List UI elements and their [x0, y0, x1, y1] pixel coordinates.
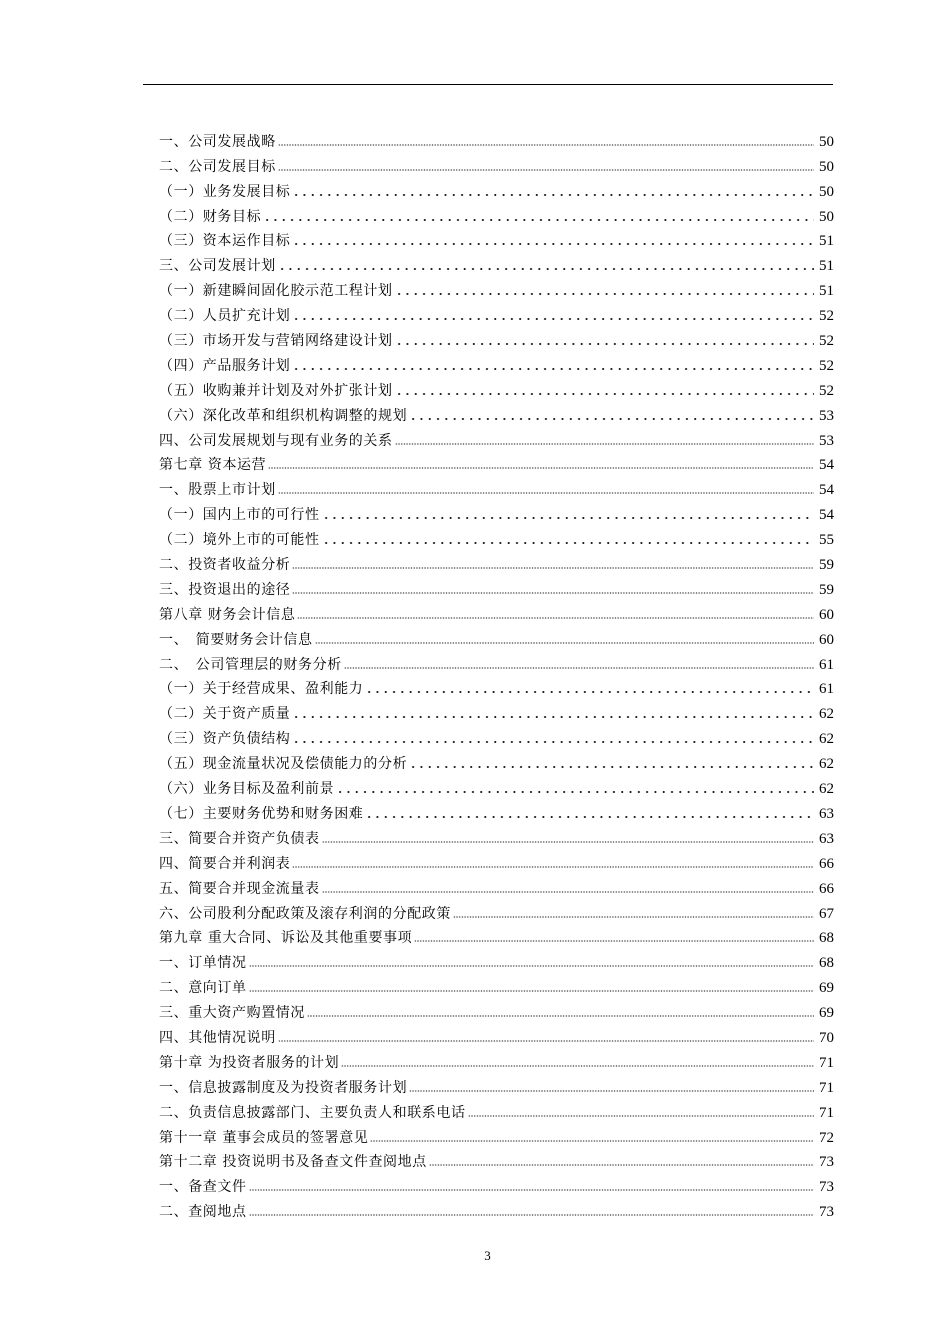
toc-entry[interactable]	[159, 649, 834, 674]
toc-entry-title: （七）主要财务优势和财务困难	[159, 805, 364, 822]
toc-entry[interactable]	[159, 873, 834, 898]
toc-entry-page: 51	[819, 233, 834, 250]
toc-entry-page: 55	[819, 532, 834, 549]
header-rule	[143, 84, 833, 85]
toc-dot-leader	[292, 864, 814, 869]
toc-entry-page: 50	[819, 133, 834, 150]
toc-entry[interactable]	[159, 898, 834, 923]
toc-dot-leader	[268, 465, 814, 470]
toc-entry-page: 63	[819, 805, 834, 822]
toc-entry-page: 51	[819, 258, 834, 275]
toc-dot-leader	[414, 938, 814, 943]
toc-entry-title: 四、简要合并利润表	[159, 855, 291, 872]
toc-entry[interactable]	[159, 972, 834, 997]
toc-entry-title: 第八章 财务会计信息	[159, 606, 296, 623]
toc-entry-title: 一、 简要财务会计信息	[159, 631, 313, 648]
toc-entry-title: 二、意向订单	[159, 980, 247, 997]
toc-entry-page: 73	[819, 1154, 834, 1171]
toc-dot-leader	[468, 1113, 814, 1118]
toc-entry-title: （四）产品服务计划	[159, 357, 291, 374]
toc-entry-title: 第七章 资本运营	[159, 457, 267, 474]
toc-entry[interactable]	[159, 823, 834, 848]
toc-entry-title: （六）业务目标及盈利前景	[159, 781, 335, 798]
toc-entry-title: 三、公司发展计划	[159, 258, 276, 275]
toc-entry-page: 60	[819, 631, 834, 648]
toc-dot-leader	[249, 1212, 814, 1217]
toc-entry-page: 59	[819, 581, 834, 598]
toc-entry[interactable]	[159, 250, 834, 275]
toc-entry-page: 53	[819, 432, 834, 449]
toc-entry-page: 50	[819, 183, 834, 200]
toc-entry-title: （二）财务目标	[159, 208, 262, 225]
toc-dot-leader	[336, 789, 814, 794]
toc-entry-page: 52	[819, 333, 834, 350]
toc-entry-title: 一、备查文件	[159, 1179, 247, 1196]
toc-dot-leader	[292, 714, 814, 719]
toc-entry-page: 73	[819, 1204, 834, 1221]
toc-entry-page: 61	[819, 681, 834, 698]
toc-dot-leader	[278, 142, 814, 147]
toc-entry[interactable]	[159, 698, 834, 723]
toc-entry-title: （一）业务发展目标	[159, 183, 291, 200]
toc-entry[interactable]	[159, 350, 834, 375]
toc-entry-title: 四、公司发展规划与现有业务的关系	[159, 432, 393, 449]
toc-entry[interactable]	[159, 151, 834, 176]
toc-entry-title: 三、简要合并资产负债表	[159, 830, 320, 847]
toc-dot-leader	[292, 316, 814, 321]
toc-entry[interactable]	[159, 325, 834, 350]
toc-entry-page: 60	[819, 606, 834, 623]
toc-entry-title: 三、重大资产购置情况	[159, 1005, 305, 1022]
toc-entry-page: 62	[819, 781, 834, 798]
toc-entry-title: 一、公司发展战略	[159, 133, 276, 150]
toc-entry[interactable]	[159, 474, 834, 499]
toc-dot-leader	[322, 515, 814, 520]
toc-entry-page: 54	[819, 457, 834, 474]
toc-dot-leader	[292, 565, 814, 570]
toc-dot-leader	[278, 1038, 814, 1043]
toc-entry[interactable]	[159, 1122, 834, 1147]
toc-dot-leader	[307, 1013, 814, 1018]
toc-entry-page: 68	[819, 955, 834, 972]
toc-entry[interactable]	[159, 1047, 834, 1072]
toc-entry-title: （三）资产负债结构	[159, 731, 291, 748]
toc-entry-page: 50	[819, 208, 834, 225]
toc-dot-leader	[315, 640, 814, 645]
toc-entry-title: 第十章 为投资者服务的计划	[159, 1054, 340, 1071]
toc-dot-leader	[249, 1187, 814, 1192]
toc-entry[interactable]	[159, 549, 834, 574]
toc-entry-title: （三）资本运作目标	[159, 233, 291, 250]
toc-dot-leader	[429, 1162, 814, 1167]
toc-entry-title: （二）关于资产质量	[159, 706, 291, 723]
toc-entry-page: 51	[819, 283, 834, 300]
toc-dot-leader	[453, 914, 814, 919]
toc-dot-leader	[395, 341, 814, 346]
toc-dot-leader	[292, 366, 814, 371]
toc-dot-leader	[365, 689, 814, 694]
toc-entry-page: 66	[819, 855, 834, 872]
toc-dot-leader	[322, 540, 814, 545]
toc-entry-title: 二、公司发展目标	[159, 158, 276, 175]
toc-entry[interactable]	[159, 1196, 834, 1221]
toc-dot-leader	[370, 1138, 814, 1143]
toc-dot-leader	[409, 1088, 814, 1093]
toc-entry[interactable]	[159, 574, 834, 599]
toc-entry-title: 二、投资者收益分析	[159, 557, 291, 574]
toc-entry-title: 第十一章 董事会成员的签署意见	[159, 1129, 369, 1146]
toc-entry-page: 54	[819, 507, 834, 524]
toc-entry[interactable]	[159, 798, 834, 823]
toc-dot-leader	[249, 963, 814, 968]
toc-entry-page: 53	[819, 407, 834, 424]
toc-entry-page: 71	[819, 1104, 834, 1121]
toc-entry[interactable]	[159, 624, 834, 649]
toc-entry-title: 第九章 重大合同、诉讼及其他重要事项	[159, 930, 413, 947]
toc-dot-leader	[278, 490, 814, 495]
toc-entry[interactable]	[159, 375, 834, 400]
toc-entry[interactable]	[159, 425, 834, 450]
toc-entry-page: 69	[819, 980, 834, 997]
toc-entry[interactable]	[159, 723, 834, 748]
toc-entry[interactable]	[159, 923, 834, 948]
toc-entry[interactable]	[159, 947, 834, 972]
toc-entry[interactable]	[159, 599, 834, 624]
toc-dot-leader	[263, 217, 814, 222]
toc-entry-title: 六、公司股利分配政策及滚存利润的分配政策	[159, 905, 451, 922]
toc-entry[interactable]	[159, 400, 834, 425]
toc-entry-title: 第十二章 投资说明书及备查文件查阅地点	[159, 1154, 427, 1171]
toc-entry[interactable]	[159, 176, 834, 201]
toc-dot-leader	[344, 665, 814, 670]
toc-entry-page: 73	[819, 1179, 834, 1196]
toc-entry-page: 71	[819, 1054, 834, 1071]
toc-entry-page: 62	[819, 731, 834, 748]
toc-entry-title: （一）国内上市的可行性	[159, 507, 320, 524]
toc-entry[interactable]	[159, 1097, 834, 1122]
toc-dot-leader	[409, 764, 814, 769]
toc-dot-leader	[409, 416, 814, 421]
toc-dot-leader	[297, 615, 814, 620]
toc-entry[interactable]	[159, 275, 834, 300]
toc-entry-title: （五）现金流量状况及偿债能力的分析	[159, 756, 408, 773]
toc-entry-page: 70	[819, 1029, 834, 1046]
toc-dot-leader	[365, 814, 814, 819]
toc-dot-leader	[395, 441, 814, 446]
toc-dot-leader	[341, 1063, 814, 1068]
toc-entry[interactable]	[159, 1147, 834, 1172]
toc-dot-leader	[292, 241, 814, 246]
toc-entry-page: 68	[819, 930, 834, 947]
toc-entry[interactable]	[159, 201, 834, 226]
toc-entry[interactable]	[159, 997, 834, 1022]
toc-entry-title: （二）人员扩充计划	[159, 308, 291, 325]
toc-entry[interactable]	[159, 126, 834, 151]
toc-entry-page: 59	[819, 557, 834, 574]
toc-dot-leader	[322, 889, 814, 894]
toc-entry[interactable]	[159, 524, 834, 549]
toc-entry[interactable]	[159, 1072, 834, 1097]
toc-entry[interactable]	[159, 773, 834, 798]
toc-entry[interactable]	[159, 300, 834, 325]
toc-entry[interactable]	[159, 1022, 834, 1047]
toc-entry-title: 五、简要合并现金流量表	[159, 880, 320, 897]
toc-entry-title: （二）境外上市的可能性	[159, 532, 320, 549]
toc-dot-leader	[322, 839, 814, 844]
toc-entry-title: （一）关于经营成果、盈利能力	[159, 681, 364, 698]
toc-dot-leader	[249, 988, 814, 993]
toc-dot-leader	[292, 590, 814, 595]
toc-dot-leader	[395, 291, 814, 296]
toc-entry-title: 一、订单情况	[159, 955, 247, 972]
toc-dot-leader	[292, 192, 814, 197]
toc-entry-page: 52	[819, 308, 834, 325]
toc-entry-title: （一）新建瞬间固化胶示范工程计划	[159, 283, 393, 300]
toc-entry-page: 72	[819, 1129, 834, 1146]
toc-entry-page: 62	[819, 756, 834, 773]
toc-entry-page: 71	[819, 1079, 834, 1096]
toc-entry-title: （五）收购兼并计划及对外扩张计划	[159, 382, 393, 399]
toc-entry-page: 67	[819, 905, 834, 922]
toc-entry-title: （六）深化改革和组织机构调整的规划	[159, 407, 408, 424]
toc-entry-page: 63	[819, 830, 834, 847]
toc-entry-page: 52	[819, 382, 834, 399]
toc-entry-title: 二、 公司管理层的财务分析	[159, 656, 342, 673]
toc-entry-page: 54	[819, 482, 834, 499]
toc-dot-leader	[278, 167, 814, 172]
toc-entry-title: 一、股票上市计划	[159, 482, 276, 499]
toc-entry-title: 二、负责信息披露部门、主要负责人和联系电话	[159, 1104, 466, 1121]
toc-entry-page: 62	[819, 706, 834, 723]
page-number: 3	[484, 1248, 491, 1263]
toc-entry[interactable]	[159, 1171, 834, 1196]
toc-entry-page: 69	[819, 1005, 834, 1022]
toc-entry-title: 三、投资退出的途径	[159, 581, 291, 598]
toc-dot-leader	[292, 739, 814, 744]
toc-entry[interactable]	[159, 848, 834, 873]
toc-dot-leader	[395, 391, 814, 396]
toc-entry-title: 二、查阅地点	[159, 1204, 247, 1221]
toc-entry[interactable]	[159, 674, 834, 699]
toc-entry-title: 一、信息披露制度及为投资者服务计划	[159, 1079, 408, 1096]
toc-entry[interactable]	[159, 499, 834, 524]
toc-entry[interactable]	[159, 450, 834, 475]
toc-entry-page: 50	[819, 158, 834, 175]
toc-dot-leader	[278, 266, 814, 271]
toc-entry-page: 61	[819, 656, 834, 673]
toc-entry-page: 52	[819, 357, 834, 374]
toc-entry[interactable]	[159, 226, 834, 251]
toc-entry-page: 66	[819, 880, 834, 897]
toc-entry-title: （三）市场开发与营销网络建设计划	[159, 333, 393, 350]
table-of-contents	[159, 126, 834, 1221]
toc-entry-title: 四、其他情况说明	[159, 1029, 276, 1046]
toc-entry[interactable]	[159, 748, 834, 773]
